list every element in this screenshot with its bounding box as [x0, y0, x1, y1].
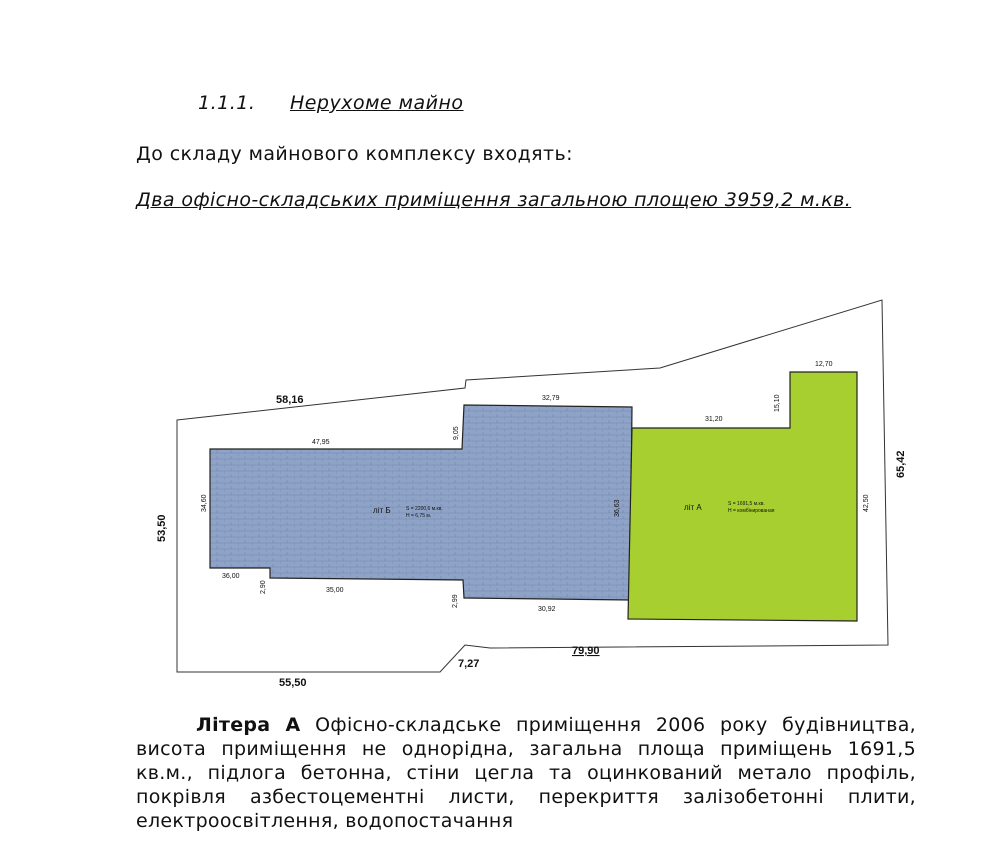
section-heading — [198, 92, 464, 114]
dim-b-left: 34,60 — [201, 494, 208, 512]
section-title: Нерухоме майно — [289, 92, 464, 114]
dim-b-step-top: 9,05 — [453, 426, 460, 440]
description-text: Офісно-складське приміщення 2006 року будівництва, висота приміщення не однорідна, загальна площа приміщень 1691,5 кв.м., підлога бетонна, стіни цегла та оцинкований метало профіль, покрівля азбестоцементні листи, перекриття залізобетонні плити, електроосвітлення, водопостачання — [136, 714, 916, 832]
dim-outer-top-left: 58,16 — [276, 394, 304, 406]
dim-b-bottom-mid: 35,00 — [326, 587, 344, 594]
description-block — [136, 713, 916, 833]
subtitle-text: Два офісно-складських приміщення загальною площею 3959,2 м.кв. — [136, 189, 852, 211]
lit-a-height: H = комбінированая — [728, 508, 775, 514]
building-lit-b — [210, 405, 632, 600]
lit-b-label: літ Б — [373, 506, 391, 515]
dim-a-top-right: 12,70 — [815, 361, 833, 368]
dim-b-step-bottom-left: 2,90 — [260, 580, 267, 594]
section-number: 1.1.1. — [198, 92, 256, 114]
site-plan — [0, 220, 982, 710]
lit-a-label: літ А — [684, 503, 702, 512]
dim-b-bottom-right: 30,92 — [538, 606, 556, 613]
dim-outer-bottom-right: 79,90 — [572, 645, 600, 657]
dim-b-top-left: 47,95 — [312, 439, 330, 446]
dim-outer-bottom-left: 55,50 — [279, 677, 307, 689]
dim-b-top-right: 32,79 — [542, 395, 560, 402]
dim-outer-right: 65,42 — [895, 450, 907, 478]
dim-b-right: 36,63 — [614, 499, 621, 517]
dim-b-step-bottom-right: 2,99 — [452, 594, 459, 608]
lit-a-area: S = 1691,5 м.кв. — [728, 501, 765, 507]
dim-outer-notch: 7,27 — [458, 658, 480, 670]
lit-b-height: H = 6,75 м. — [406, 513, 432, 519]
dim-b-bottom-left: 36,00 — [222, 573, 240, 580]
description-label: Літера А — [196, 714, 301, 736]
dim-a-top-left: 31,20 — [705, 416, 723, 423]
dim-a-right: 42,50 — [863, 494, 870, 512]
dim-outer-left: 53,50 — [156, 514, 168, 542]
intro-text: До складу майнового комплексу входять: — [136, 143, 573, 165]
building-lit-a — [628, 372, 857, 621]
lit-b-area: S = 2200,6 м.кв. — [406, 506, 443, 512]
dim-a-step: 15,10 — [774, 394, 781, 412]
